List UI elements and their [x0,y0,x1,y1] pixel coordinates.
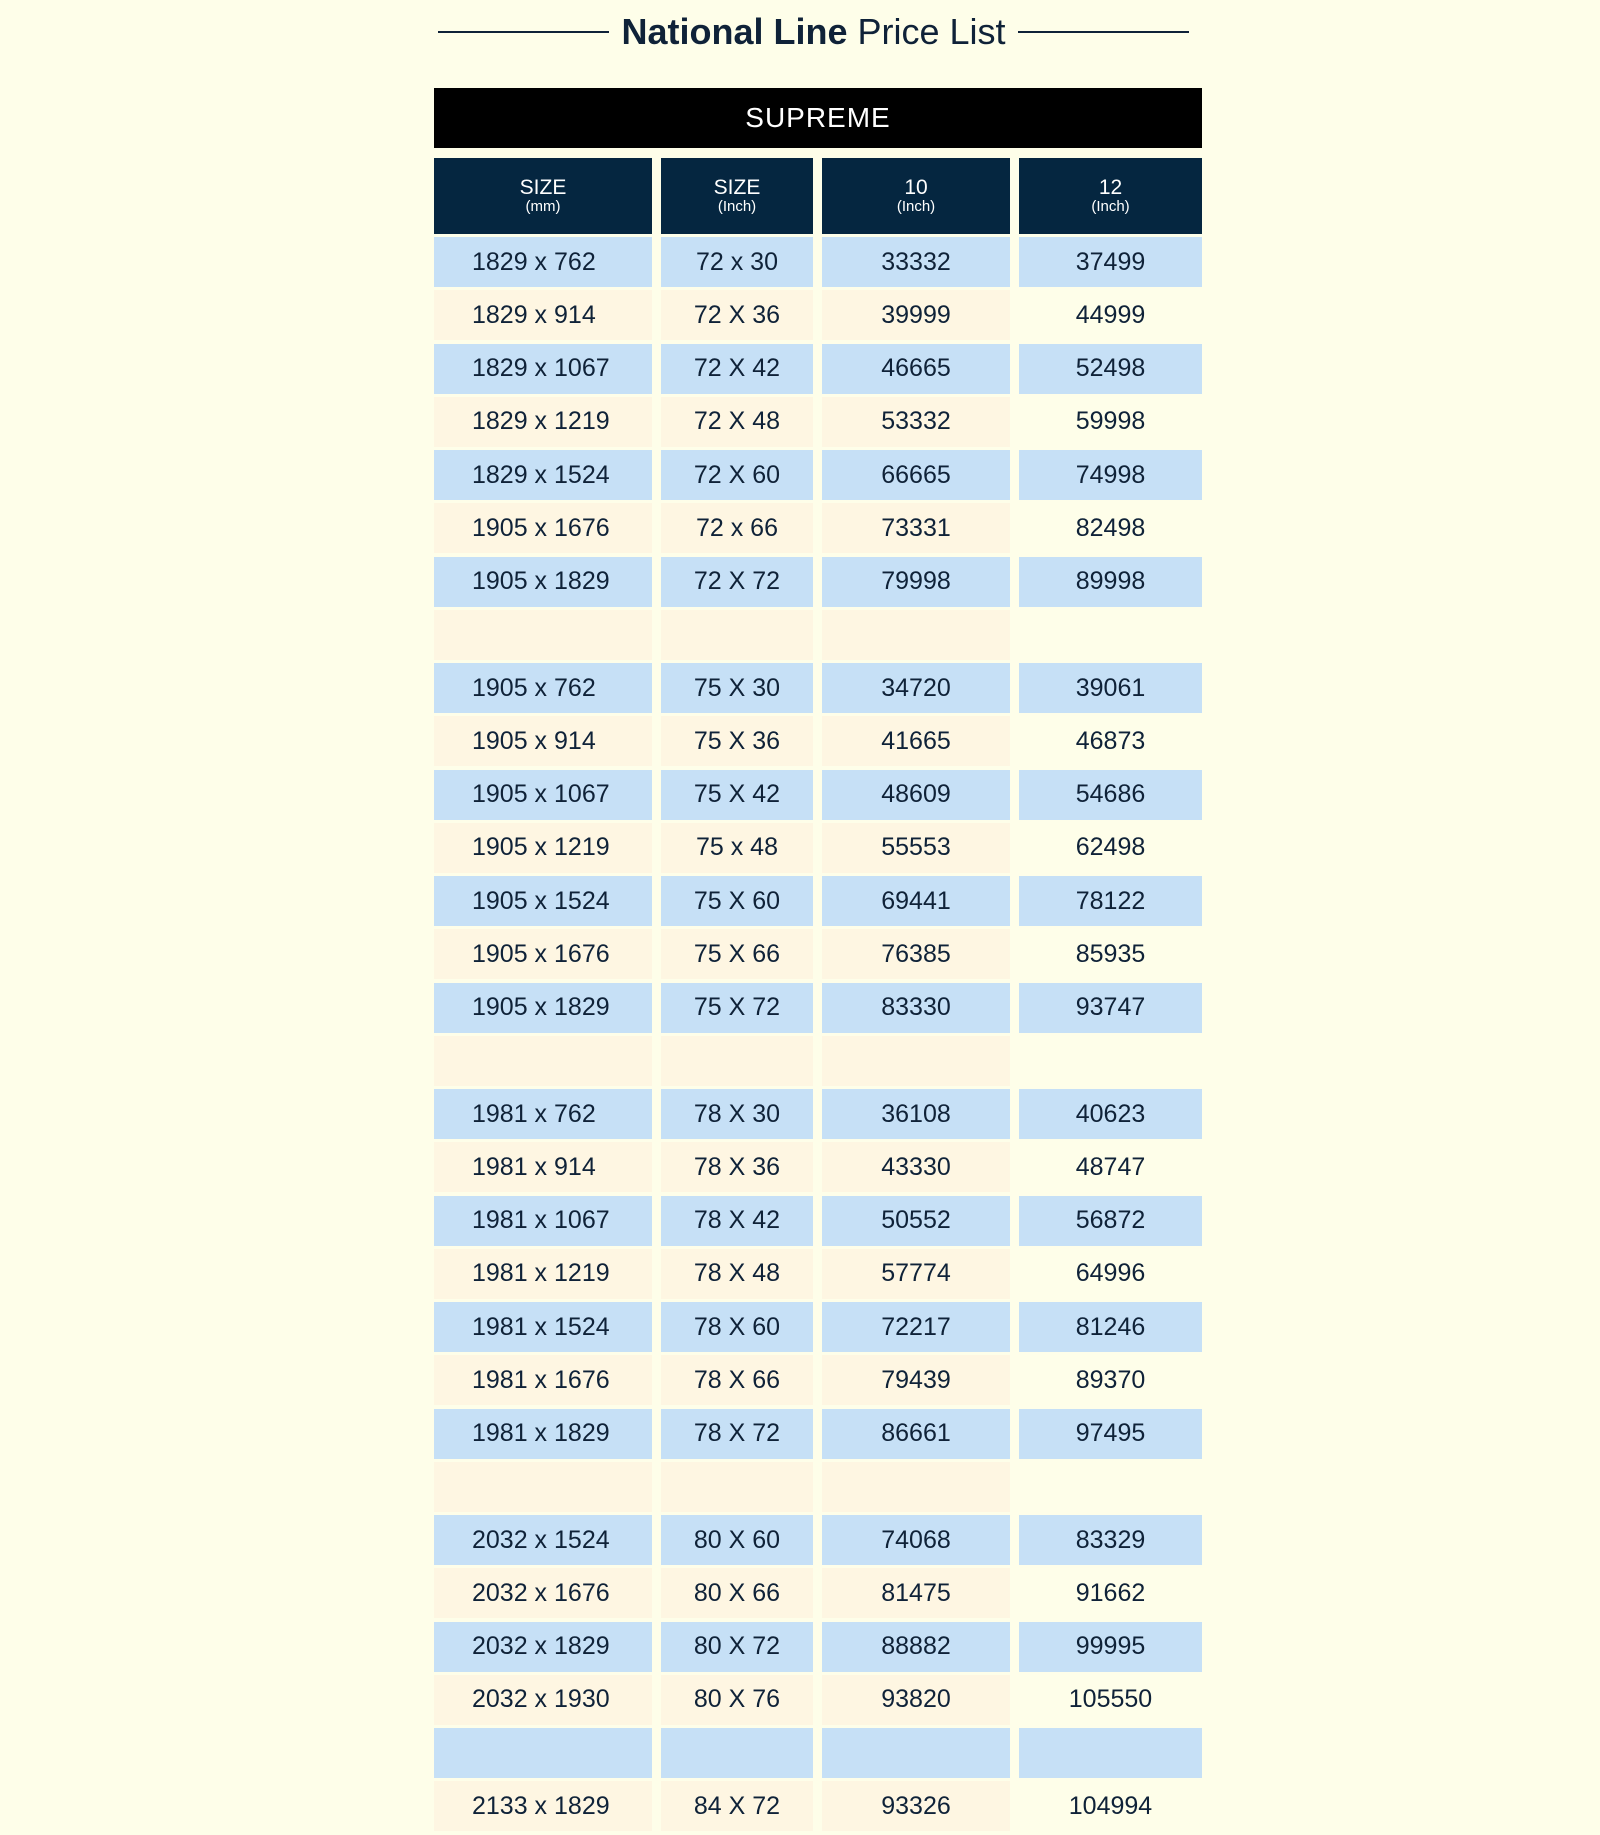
cell-price-10-inch: 88882 [822,1622,1010,1672]
cell-price-12-inch: 105550 [1068,1685,1153,1714]
cell-size-inch: 72 x 66 [661,503,813,553]
cell-price-12-inch: 81246 [1019,1302,1202,1352]
table-spacer-row [434,1036,1202,1086]
table-row [434,1355,1202,1405]
cell-size-mm: 2032 x 1930 [434,1675,652,1725]
table-row [434,663,1202,713]
cell-size-inch: 80 X 76 [661,1675,813,1725]
cell-price-10-inch: 69441 [822,876,1010,926]
price-table [434,88,1202,1835]
table-row [434,397,1202,447]
table-row [434,237,1202,287]
table-section-header: SUPREME [434,88,1202,148]
cell-size-inch: 78 X 36 [661,1142,813,1192]
cell-size-inch: 78 X 66 [661,1355,813,1405]
cell-price-12-inch: 37499 [1019,237,1202,287]
table-row [434,290,1202,340]
cell-size-mm: 1905 x 1067 [434,770,652,820]
cell-size-mm: 1905 x 762 [434,663,652,713]
cell-price-12-inch: 83329 [1019,1515,1202,1565]
cell-size-mm: 1905 x 1676 [434,503,652,553]
cell-price-10-inch [822,610,1010,660]
column-header-10-inch [822,158,1010,234]
column-header-size-inch [661,158,813,234]
cell-price-12-inch [1019,610,1202,660]
cell-size-mm: 1905 x 1219 [434,823,652,873]
cell-price-12-inch [1019,1462,1202,1512]
table-spacer-row [434,1728,1202,1778]
cell-size-inch: 75 X 42 [661,770,813,820]
cell-price-12-inch: 48747 [1075,1152,1146,1181]
cell-price-12-inch: 74998 [1019,450,1202,500]
column-header-label: SIZE [713,176,761,200]
cell-price-12-inch: 40623 [1019,1089,1202,1139]
table-row [434,983,1202,1033]
cell-price-10-inch [822,1036,1010,1086]
cell-price-10-inch: 83330 [822,983,1010,1033]
cell-size-mm: 1905 x 914 [434,716,652,766]
cell-price-10-inch: 86661 [822,1409,1010,1459]
page-title-bar [438,0,1189,64]
cell-price-12-inch [1019,1036,1202,1086]
cell-size-inch: 72 X 42 [661,344,813,394]
cell-size-inch [661,1462,813,1512]
cell-size-inch [661,1036,813,1086]
cell-price-12-inch: 44999 [1075,300,1146,329]
cell-price-10-inch: 93326 [822,1781,1010,1831]
cell-size-inch: 72 X 60 [661,450,813,500]
cell-size-inch: 75 X 30 [661,663,813,713]
cell-price-12-inch [1019,1728,1202,1778]
cell-price-10-inch: 33332 [822,237,1010,287]
table-row [434,1409,1202,1459]
cell-price-10-inch: 46665 [822,344,1010,394]
cell-size-mm [434,1462,652,1512]
cell-size-inch: 80 X 66 [661,1568,813,1618]
cell-size-inch: 80 X 60 [661,1515,813,1565]
column-header-label: SIZE [519,176,567,200]
column-header-unit: (Inch) [896,198,936,216]
cell-price-10-inch: 73331 [822,503,1010,553]
cell-size-inch: 78 X 30 [661,1089,813,1139]
cell-size-mm: 1981 x 1219 [434,1249,652,1299]
cell-size-inch: 75 X 60 [661,876,813,926]
cell-price-10-inch: 81475 [822,1568,1010,1618]
cell-price-12-inch: 62498 [1075,833,1146,862]
cell-price-10-inch: 50552 [822,1196,1010,1246]
cell-price-10-inch: 74068 [822,1515,1010,1565]
column-header-label: 10 [904,176,928,200]
cell-price-12-inch: 89998 [1019,557,1202,607]
table-row [434,823,1202,873]
cell-size-inch: 78 X 60 [661,1302,813,1352]
cell-size-inch: 84 X 72 [661,1781,813,1831]
cell-size-mm: 1981 x 914 [434,1142,652,1192]
table-row [434,876,1202,926]
table-column-headers [434,158,1202,234]
cell-size-mm: 1829 x 914 [434,290,652,340]
title-divider-right [1018,31,1189,33]
cell-price-10-inch [822,1728,1010,1778]
cell-size-mm: 2032 x 1829 [434,1622,652,1672]
cell-size-mm: 1981 x 762 [434,1089,652,1139]
cell-size-inch: 72 X 72 [661,557,813,607]
cell-price-12-inch: 39061 [1019,663,1202,713]
cell-price-10-inch: 79998 [822,557,1010,607]
cell-size-inch [661,1728,813,1778]
cell-size-mm: 1905 x 1676 [434,929,652,979]
cell-size-mm [434,1036,652,1086]
cell-price-10-inch: 72217 [822,1302,1010,1352]
table-body [434,237,1202,1835]
cell-size-inch: 78 X 48 [661,1249,813,1299]
cell-price-12-inch: 52498 [1019,344,1202,394]
column-header-unit: (Inch) [717,198,757,216]
cell-size-inch: 75 X 66 [661,929,813,979]
cell-price-12-inch: 91662 [1075,1578,1146,1607]
cell-price-10-inch: 93820 [822,1675,1010,1725]
table-spacer-row [434,1462,1202,1512]
table-row [434,1142,1202,1192]
cell-price-10-inch: 79439 [822,1355,1010,1405]
cell-size-mm: 1981 x 1676 [434,1355,652,1405]
cell-size-inch: 80 X 72 [661,1622,813,1672]
table-row [434,1515,1202,1565]
page-title [609,11,1017,53]
page-title-light: Price List [857,11,1006,52]
cell-price-10-inch: 55553 [822,823,1010,873]
cell-size-mm: 1829 x 1067 [434,344,652,394]
cell-size-mm: 2133 x 1829 [434,1781,652,1831]
cell-price-10-inch: 41665 [822,716,1010,766]
cell-price-12-inch: 97495 [1019,1409,1202,1459]
cell-size-mm: 1981 x 1829 [434,1409,652,1459]
cell-price-10-inch: 34720 [822,663,1010,713]
cell-price-12-inch: 93747 [1019,983,1202,1033]
table-row [434,929,1202,979]
cell-size-mm: 1829 x 1219 [434,397,652,447]
cell-price-10-inch [822,1462,1010,1512]
cell-price-12-inch: 64996 [1075,1259,1146,1288]
cell-size-mm: 1905 x 1829 [434,557,652,607]
cell-size-inch: 75 X 36 [661,716,813,766]
cell-size-mm: 1981 x 1067 [434,1196,652,1246]
cell-price-12-inch: 59998 [1075,407,1146,436]
cell-price-10-inch: 53332 [822,397,1010,447]
cell-price-10-inch: 48609 [822,770,1010,820]
cell-price-10-inch: 36108 [822,1089,1010,1139]
page-title-bold: National Line [621,11,848,52]
table-row [434,1675,1202,1725]
cell-size-mm: 1905 x 1829 [434,983,652,1033]
cell-size-mm: 2032 x 1676 [434,1568,652,1618]
table-row [434,1302,1202,1352]
cell-size-inch: 75 x 48 [661,823,813,873]
table-row [434,1622,1202,1672]
cell-price-10-inch: 66665 [822,450,1010,500]
table-row [434,1196,1202,1246]
table-row [434,503,1202,553]
cell-price-12-inch: 82498 [1075,513,1146,542]
cell-size-inch [661,610,813,660]
table-row [434,557,1202,607]
cell-price-12-inch: 99995 [1019,1622,1202,1672]
table-row [434,1249,1202,1299]
table-row [434,1089,1202,1139]
table-row [434,1781,1202,1831]
cell-price-12-inch: 54686 [1019,770,1202,820]
cell-size-inch: 78 X 42 [661,1196,813,1246]
cell-size-inch: 72 x 30 [661,237,813,287]
column-header-12-inch [1019,158,1202,234]
table-row [434,770,1202,820]
cell-size-mm [434,1728,652,1778]
column-header-label: 12 [1098,176,1123,200]
cell-size-inch: 72 X 48 [661,397,813,447]
cell-price-12-inch: 56872 [1019,1196,1202,1246]
cell-price-10-inch: 76385 [822,929,1010,979]
cell-size-inch: 75 X 72 [661,983,813,1033]
column-header-size-mm [434,158,652,234]
cell-price-10-inch: 57774 [822,1249,1010,1299]
cell-price-12-inch: 85935 [1075,939,1146,968]
table-row [434,716,1202,766]
cell-size-mm: 1829 x 762 [434,237,652,287]
cell-size-inch: 72 X 36 [661,290,813,340]
cell-price-12-inch: 89370 [1075,1365,1146,1394]
cell-price-12-inch: 46873 [1075,726,1146,755]
cell-price-10-inch: 39999 [822,290,1010,340]
cell-size-mm: 1829 x 1524 [434,450,652,500]
cell-size-inch: 78 X 72 [661,1409,813,1459]
cell-price-10-inch: 43330 [822,1142,1010,1192]
cell-price-12-inch: 104994 [1068,1791,1153,1820]
cell-size-mm [434,610,652,660]
table-row [434,344,1202,394]
column-header-unit: (mm) [525,198,561,216]
column-header-unit: (Inch) [1091,198,1130,216]
cell-size-mm: 2032 x 1524 [434,1515,652,1565]
cell-size-mm: 1905 x 1524 [434,876,652,926]
cell-size-mm: 1981 x 1524 [434,1302,652,1352]
cell-price-12-inch: 78122 [1019,876,1202,926]
title-divider-left [438,31,609,33]
table-row [434,1568,1202,1618]
table-spacer-row [434,610,1202,660]
table-row [434,450,1202,500]
